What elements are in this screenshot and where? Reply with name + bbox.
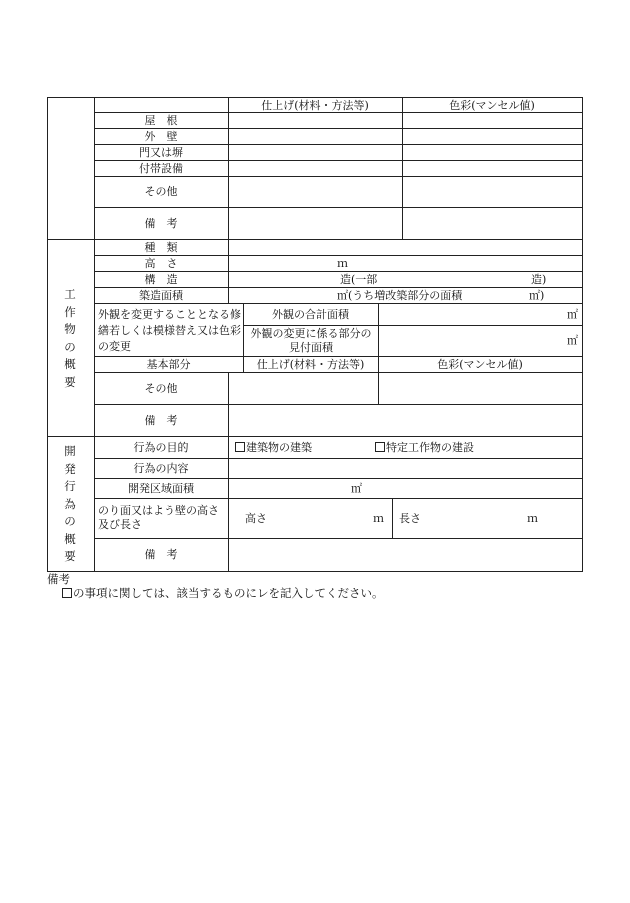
work-other-label: その他 xyxy=(144,382,178,395)
row-label-wall: 外 壁 xyxy=(144,130,178,143)
col-line xyxy=(378,303,379,404)
remarks-input-structure[interactable] xyxy=(229,208,581,238)
row-line xyxy=(94,478,583,479)
opt2-text: 特定工作物の建設 xyxy=(386,441,474,454)
dev-height-unit: ｍ xyxy=(373,512,384,525)
appearance-label: 外観を変更することとなる修繕若しくは模様替え又は色彩の変更 xyxy=(98,308,241,353)
row-line xyxy=(94,538,583,539)
work-area-end xyxy=(529,289,544,302)
work-height-label: 高 さ xyxy=(144,257,178,270)
work-area-text xyxy=(337,289,462,302)
dev-area-label: 開発区域面積 xyxy=(128,482,194,495)
footer-note xyxy=(62,587,384,600)
row-line xyxy=(94,271,583,272)
work-area-label: 築造面積 xyxy=(139,289,183,302)
frame-top xyxy=(47,97,583,98)
area-unit-2: ㎡ xyxy=(529,289,540,302)
col-line xyxy=(392,498,393,538)
footer-note-text: の事項に関しては、該当するものにレを記入してください。 xyxy=(73,586,384,600)
checkbox-structure[interactable] xyxy=(375,442,385,452)
row-line xyxy=(94,356,583,357)
work-structure-label: 構 造 xyxy=(144,273,178,286)
row-line xyxy=(94,372,583,373)
work-structure-end: 造) xyxy=(531,273,547,286)
col-line xyxy=(228,239,229,303)
dev-area-unit: ㎡ xyxy=(351,482,362,495)
area-close: ) xyxy=(540,289,545,302)
color-input-roof[interactable] xyxy=(403,113,581,127)
appearance-part-unit: ㎡ xyxy=(567,334,578,347)
dev-purpose-label: 行為の目的 xyxy=(133,441,189,454)
checkbox-building[interactable] xyxy=(235,442,245,452)
row-line xyxy=(94,255,583,256)
row-line xyxy=(94,128,583,129)
row-line xyxy=(94,404,583,405)
row-line xyxy=(94,458,583,459)
row-line xyxy=(94,498,583,499)
appearance-part-label: 外観の変更に係る部分の見付面積 xyxy=(250,327,372,354)
row-label-roof: 屋 根 xyxy=(144,114,178,127)
dev-purpose-opt2[interactable] xyxy=(375,441,474,454)
row-line xyxy=(94,303,583,304)
col-line xyxy=(228,436,229,572)
area-text-mid: (うち増改築部分の面積 xyxy=(348,289,463,302)
frame-left xyxy=(47,97,48,572)
work-side-label: 工作物の概要 xyxy=(64,287,76,389)
col-line xyxy=(228,372,229,436)
finish-header: 仕上げ(材料・方法等) xyxy=(261,99,369,112)
row-label-other: その他 xyxy=(144,185,178,198)
frame-right xyxy=(582,97,583,572)
work-finish-header: 仕上げ(材料・方法等) xyxy=(256,358,365,371)
appearance-total-unit: ㎡ xyxy=(567,308,578,321)
opt1-text: 建築物の建築 xyxy=(246,441,312,454)
row-label-equipment: 付帯設備 xyxy=(139,162,183,175)
row-line xyxy=(243,325,583,326)
work-height-unit: ｍ xyxy=(337,257,348,270)
base-label: 基本部分 xyxy=(146,358,191,371)
footer-title: 備考 xyxy=(47,572,70,586)
frame-bottom xyxy=(47,571,583,572)
row-line xyxy=(94,287,583,288)
section-sep-1 xyxy=(47,239,583,240)
checkbox-icon xyxy=(62,588,72,598)
row-line xyxy=(94,176,583,177)
row-line xyxy=(94,144,583,145)
finish-input-roof[interactable] xyxy=(229,113,401,127)
dev-length-label: 長さ xyxy=(399,512,421,525)
area-unit-1: ㎡ xyxy=(337,289,348,302)
work-type-label: 種 類 xyxy=(144,241,178,254)
appearance-total-label: 外観の合計面積 xyxy=(272,308,349,321)
dev-length-unit: ｍ xyxy=(527,512,538,525)
dev-slope-label: のり面又はよう壁の高さ及び長さ xyxy=(98,504,219,531)
work-structure-text: 造(一部 xyxy=(340,273,378,286)
row-label-gate: 門又は塀 xyxy=(139,146,183,159)
color-header: 色彩(マンセル値) xyxy=(449,99,535,112)
dev-side-label: 開発行為の概要 xyxy=(64,444,76,563)
dev-height-label: 高さ xyxy=(245,512,267,525)
work-color-header: 色彩(マンセル値) xyxy=(437,358,523,371)
work-remarks-label: 備 考 xyxy=(144,414,178,427)
row-line xyxy=(94,160,583,161)
section-sep-2 xyxy=(47,436,583,437)
dev-purpose-opt1[interactable] xyxy=(235,441,312,454)
dev-remarks-label: 備 考 xyxy=(144,548,178,561)
dev-content-label: 行為の内容 xyxy=(133,462,189,475)
row-label-remarks: 備 考 xyxy=(144,217,178,230)
